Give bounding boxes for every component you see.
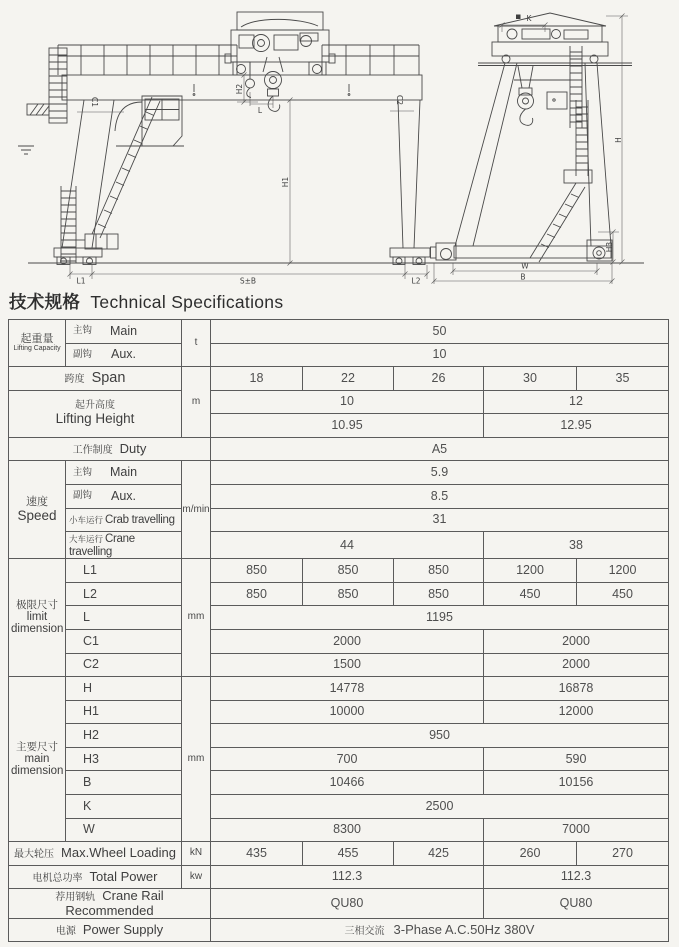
label-en: Lifting Capacity — [13, 345, 61, 353]
dim-label-c2: C2 — [395, 94, 404, 106]
cell-850: 850 — [303, 582, 394, 606]
label-zh: 极限尺寸 — [16, 599, 58, 612]
dim-label-h3: H3 — [605, 241, 614, 253]
electrical-cabinet — [115, 96, 182, 146]
row-header-max-wheel-loading — [9, 842, 182, 866]
trolley-side — [478, 13, 632, 66]
label-en: Crane Rail Recommended — [65, 888, 164, 918]
row-header-lifting-height — [9, 390, 182, 437]
cell-l1: L1 — [66, 559, 182, 583]
cell-18: 18 — [211, 367, 303, 391]
spec-table — [8, 319, 669, 942]
cell-1200: 1200 — [577, 559, 669, 583]
value-duty: A5 — [211, 437, 669, 461]
cell-700: 700 — [211, 747, 484, 771]
cell-850: 850 — [303, 559, 394, 583]
cell-h3: H3 — [66, 747, 182, 771]
dim-label-c1: C1 — [90, 96, 99, 108]
cell-850: 850 — [211, 582, 303, 606]
label-en: limit dimension — [11, 611, 64, 636]
cell-qu80: QU80 — [484, 889, 669, 919]
cell-c2: C2 — [66, 653, 182, 677]
cell-26: 26 — [394, 367, 484, 391]
label-zh: 副钩 — [73, 348, 93, 360]
cell-12: 12 — [484, 390, 669, 414]
label-zh: 荐用钢轨 — [55, 892, 96, 904]
unit-kw: kw — [182, 865, 211, 889]
label-zh: 起升高度 — [75, 400, 115, 412]
row-header-main-hook — [66, 320, 182, 344]
cell-850: 850 — [394, 559, 484, 583]
value-aux-capacity: 10 — [211, 343, 669, 367]
end-carriage — [431, 240, 613, 261]
dim-label-l1: L1 — [76, 276, 86, 286]
cell-950: 950 — [211, 724, 669, 748]
label-zh: 最大轮压 — [14, 849, 55, 861]
row-header-limit-dimension — [9, 559, 66, 677]
cell-l: L — [66, 606, 182, 630]
cell-44: 44 — [211, 532, 484, 559]
page-title-zh: 技术规格 — [9, 292, 81, 312]
label-en: Lifting Height — [55, 410, 135, 426]
cell-14778: 14778 — [211, 677, 484, 701]
label-zh: 主钩 — [73, 466, 93, 478]
dim-label-h: H — [614, 137, 623, 143]
label-en: Main — [109, 465, 138, 480]
cell-h1: H1 — [66, 700, 182, 724]
cell-qu80: QU80 — [211, 889, 484, 919]
row-header-duty — [9, 437, 211, 461]
cell-c1: C1 — [66, 630, 182, 654]
cell-260: 260 — [484, 842, 577, 866]
cell-31: 31 — [211, 508, 669, 532]
row-header-speed-aux — [66, 484, 182, 508]
cell-8.5: 8.5 — [211, 484, 669, 508]
row-header-speed — [9, 461, 66, 559]
label-en: Span — [91, 369, 126, 386]
label-en: Aux. — [110, 347, 136, 362]
dim-label-b: B — [520, 272, 526, 282]
cell-10466: 10466 — [211, 771, 484, 795]
row-header-lifting-capacity — [9, 320, 66, 367]
cell-1195: 1195 — [211, 606, 669, 630]
right-leg — [390, 100, 430, 265]
staircase — [61, 97, 184, 263]
row-header-span — [9, 367, 182, 391]
cell-2500: 2500 — [211, 794, 669, 818]
cell-2000: 2000 — [484, 653, 669, 677]
cell-270: 270 — [577, 842, 669, 866]
dim-label-l: L — [257, 106, 263, 115]
cell-455: 455 — [303, 842, 394, 866]
label-en: main dimension — [11, 752, 64, 777]
page-title — [9, 289, 283, 314]
row-header-crane-travelling — [66, 532, 182, 559]
cell-w: W — [66, 818, 182, 842]
cell-12.95: 12.95 — [484, 414, 669, 438]
cell-30: 30 — [484, 367, 577, 391]
label-zh: 速度 — [26, 495, 48, 508]
hook-side — [518, 66, 534, 125]
cell-850: 850 — [211, 559, 303, 583]
row-header-crab-travelling — [66, 508, 182, 532]
side-ladder — [530, 46, 592, 262]
unit-m-per-min: m/min — [182, 461, 211, 559]
dim-label-h1: H1 — [281, 176, 290, 188]
label-en: Main — [109, 323, 138, 338]
front-view-drawing — [0, 0, 435, 288]
unit-metres: m — [182, 367, 211, 438]
cell-k: K — [66, 794, 182, 818]
cell-1500: 1500 — [211, 653, 484, 677]
row-header-crane-rail — [9, 889, 211, 919]
cell-2000: 2000 — [211, 630, 484, 654]
side-view-drawing — [430, 0, 679, 288]
dim-label-span: S±B — [239, 276, 257, 286]
cell-2000: 2000 — [484, 630, 669, 654]
label-zh: 电源 — [55, 925, 76, 937]
row-header-aux-hook — [66, 343, 182, 367]
dim-label-w: W — [521, 261, 529, 271]
unit-mm-main: mm — [182, 677, 211, 842]
cell-35: 35 — [577, 367, 669, 391]
cell-112.3: 112.3 — [484, 865, 669, 889]
label-zh: 电机总功率 — [32, 872, 83, 884]
dim-label-h2: H2 — [235, 83, 244, 95]
cell-112.3: 112.3 — [211, 865, 484, 889]
unit-mm-limit: mm — [182, 559, 211, 677]
cell-38: 38 — [484, 532, 669, 559]
label-en: Crab travelling — [105, 514, 175, 527]
cell-5.9: 5.9 — [211, 461, 669, 485]
label-en: Power Supply — [82, 921, 164, 937]
label-en: 3-Phase A.C.50Hz 380V — [393, 921, 535, 937]
page-title-en: Technical Specifications — [90, 292, 284, 312]
label-en: Max.Wheel Loading — [61, 845, 176, 861]
unit-tonnes: t — [182, 320, 211, 367]
cell-450: 450 — [577, 582, 669, 606]
label-zh: 主钩 — [73, 325, 93, 337]
label-zh: 跨度 — [64, 373, 85, 385]
label-zh: 大车运行 — [69, 534, 104, 545]
cell-8300: 8300 — [211, 818, 484, 842]
label-zh: 工作制度 — [72, 444, 113, 456]
value-power-supply — [211, 918, 669, 942]
cell-12000: 12000 — [484, 700, 669, 724]
label-en: Total Power — [89, 868, 158, 884]
cell-850: 850 — [394, 582, 484, 606]
label-zh: 副钩 — [73, 490, 93, 502]
label-en: Speed — [17, 507, 57, 523]
cell-10: 10 — [211, 390, 484, 414]
label-en: Aux. — [110, 488, 136, 503]
label-zh: 三相交流 — [344, 925, 385, 937]
cell-590: 590 — [484, 747, 669, 771]
row-header-speed-main — [66, 461, 182, 485]
dim-label-l2: L2 — [411, 276, 421, 286]
cell-10156: 10156 — [484, 771, 669, 795]
dim-label-k: K — [526, 14, 532, 23]
label-en: Duty — [119, 440, 147, 456]
label-zh: 小车运行 — [69, 515, 104, 526]
label-zh: 主要尺寸 — [16, 740, 58, 753]
cell-16878: 16878 — [484, 677, 669, 701]
row-header-main-dimension — [9, 677, 66, 842]
cell-10000: 10000 — [211, 700, 484, 724]
cell-b: B — [66, 771, 182, 795]
cell-450: 450 — [484, 582, 577, 606]
value-main-capacity: 50 — [211, 320, 669, 344]
illegible-mark — [516, 15, 521, 20]
row-header-power-supply — [9, 918, 211, 942]
label-en: Crane travelling — [69, 533, 135, 559]
cell-1200: 1200 — [484, 559, 577, 583]
cell-435: 435 — [211, 842, 303, 866]
cell-10.95: 10.95 — [211, 414, 484, 438]
cell-l2: L2 — [66, 582, 182, 606]
cell-7000: 7000 — [484, 818, 669, 842]
cell-22: 22 — [303, 367, 394, 391]
row-header-total-power — [9, 865, 182, 889]
trolley-crab — [225, 12, 335, 75]
label-zh: 起重量 — [20, 332, 54, 345]
spec-table-body — [9, 320, 669, 942]
cell-h2: H2 — [66, 724, 182, 748]
unit-kn: kN — [182, 842, 211, 866]
cell-h: H — [66, 677, 182, 701]
cell-425: 425 — [394, 842, 484, 866]
